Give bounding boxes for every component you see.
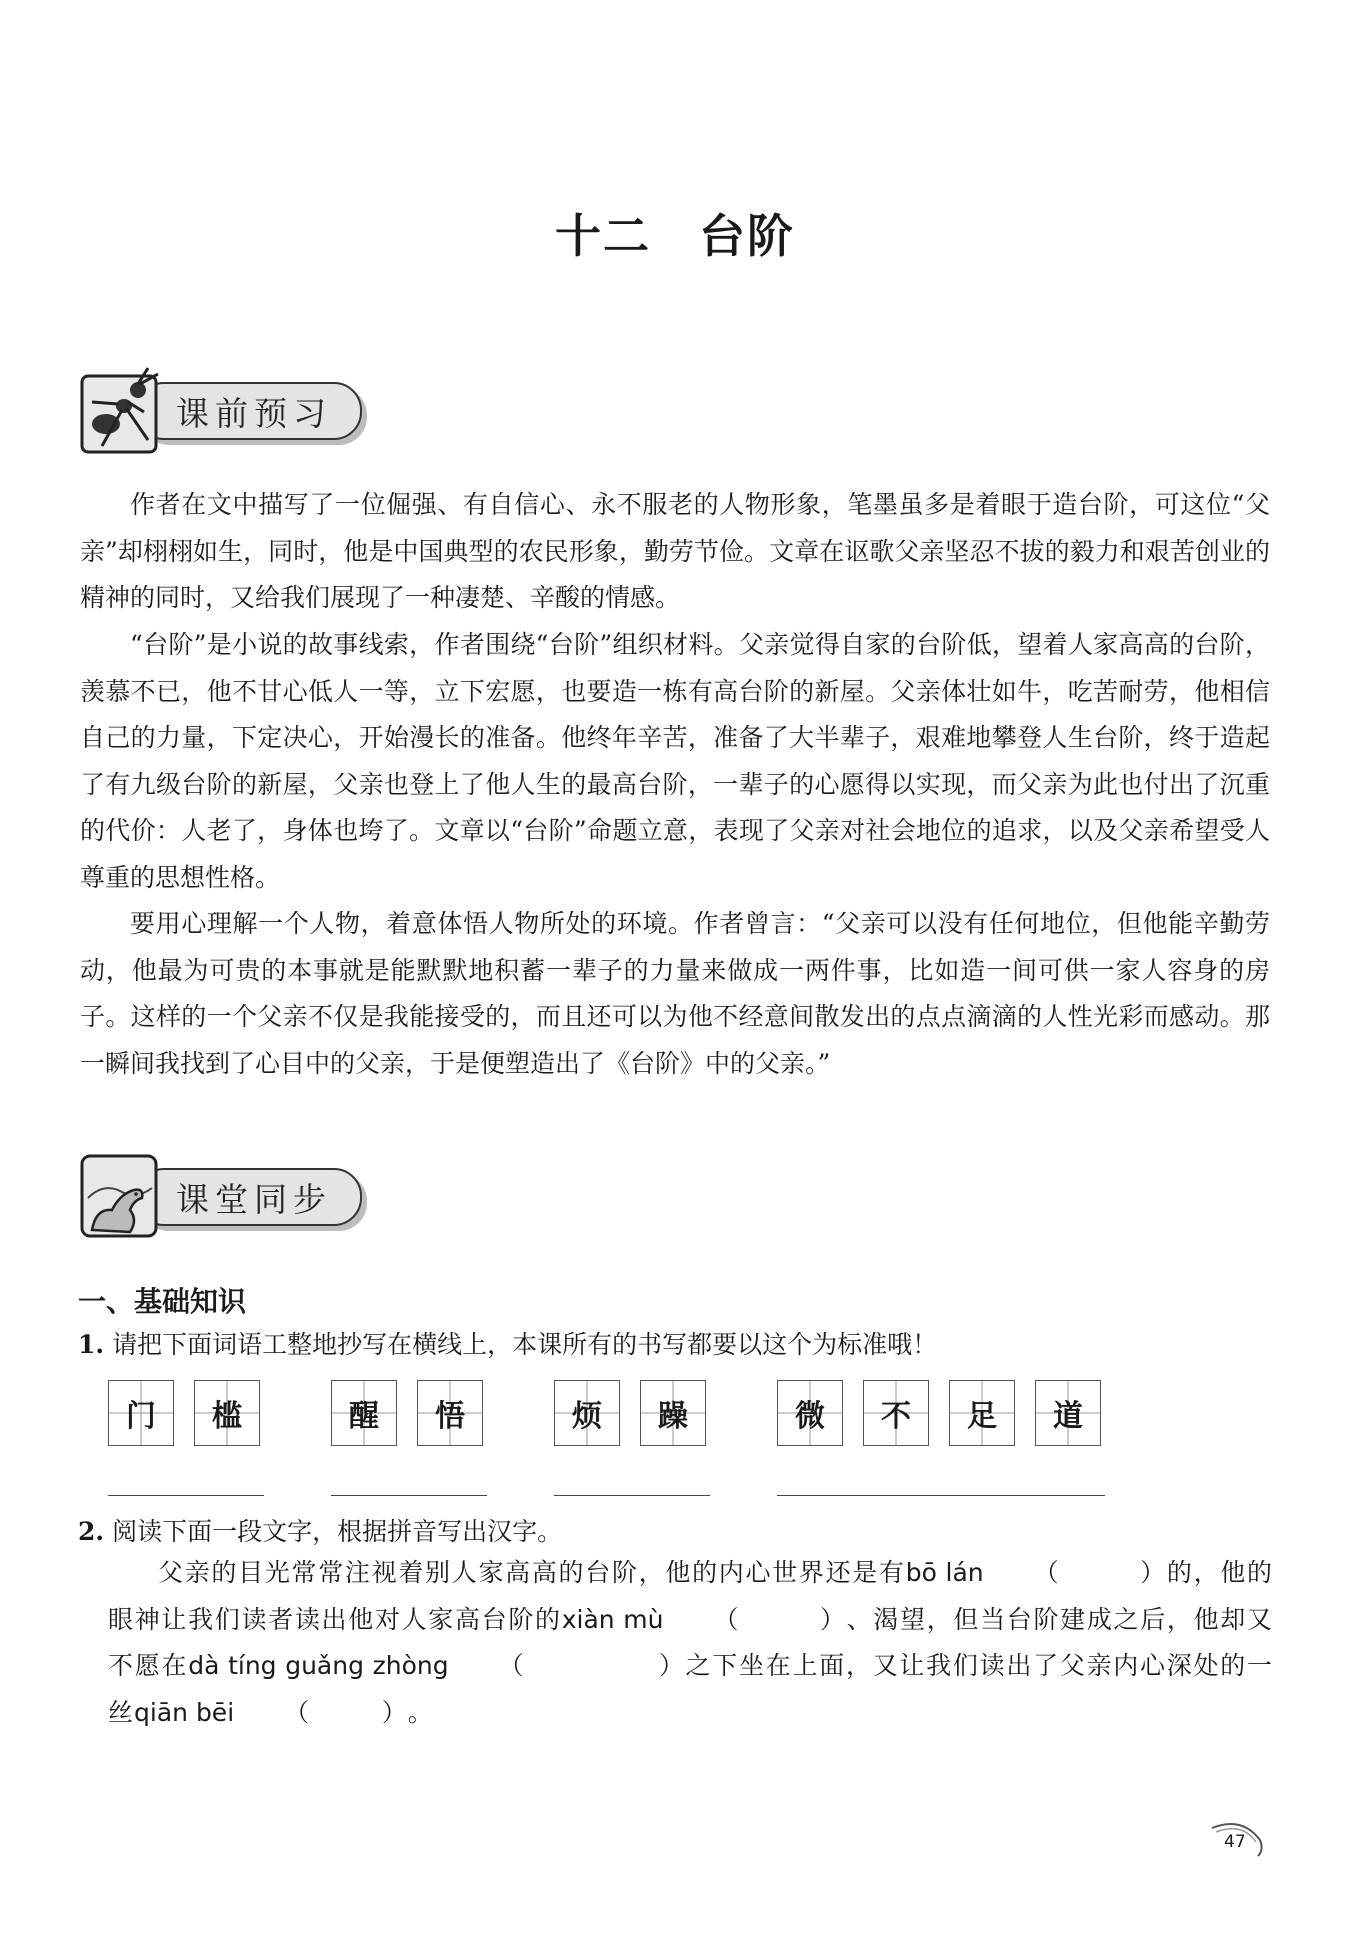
answer-blank-2[interactable]: （ ）: [713, 1604, 846, 1634]
char-cell: 躁: [640, 1380, 706, 1446]
char-cell: 槛: [194, 1380, 260, 1446]
answer-line[interactable]: [777, 1495, 1105, 1496]
char-cell: 悟: [417, 1380, 483, 1446]
section-banner-class: [78, 1148, 378, 1248]
char-cell: 道: [1035, 1380, 1101, 1446]
pinyin-bolan: bō lán: [905, 1558, 984, 1587]
answer-line[interactable]: [331, 1495, 487, 1496]
passage-text: 的，他的眼神让我们读者读出他对人家高台阶的: [108, 1558, 1273, 1634]
lesson-number: 十二: [555, 209, 651, 263]
answer-line[interactable]: [108, 1495, 264, 1496]
question-2-text: 阅读下面一段文字，根据拼音写出汉字。: [112, 1517, 563, 1546]
pinyin-xianmu: xiàn mù: [561, 1604, 664, 1634]
char-cell: 醒: [331, 1380, 397, 1446]
preview-paragraph-1: 作者在文中描写了一位倔强、有自信心、永不服老的人物形象，笔墨虽多是着眼于造台阶，可这位“父亲”却栩栩如生，同时，他是中国典型的农民形象，勤劳节俭。文章在讴歌父亲坚忍不拔的毅力和艰苦创业的精神的同时，又给我们展现了一种凄楚、辛酸的情感。: [80, 490, 1270, 612]
pinyin-qianbei: qiān bēi: [134, 1697, 235, 1727]
banner-label-class: 课堂同步: [176, 1180, 332, 1219]
word-group-4: [777, 1380, 1107, 1500]
question-2: [78, 1512, 562, 1548]
answer-blank-4[interactable]: （ ）: [284, 1697, 408, 1727]
question-1: [78, 1325, 937, 1361]
passage-text: 之下坐在上面，又让我们读出了父亲内心深处的一丝: [108, 1651, 1273, 1727]
banner-label-preview: 课前预习: [176, 394, 332, 433]
page-number: 47: [1224, 1832, 1246, 1852]
word-group-1: [108, 1380, 266, 1500]
question-1-text: 请把下面词语工整地抄写在横线上，本课所有的书写都要以这个为标准哦！: [112, 1330, 938, 1359]
question-1-number: 1.: [78, 1330, 105, 1359]
preview-paragraph-2: “台阶”是小说的故事线索，作者围绕“台阶”组织材料。父亲觉得自家的台阶低，望着人家高高的台阶，羡慕不已，他不甘心低人一等，立下宏愿，也要造一栋有高台阶的新屋。父亲体壮如牛，吃苦耐劳，他相信自己的力量，下定决心，开始漫长的准备。他终年辛苦，准备了大半辈子，艰难地攀登人生台阶，终于造起了有九级台阶的新屋，父亲也登上了他人生的最高台阶，一辈子的心愿得以实现，而父亲为此也付出了沉重的代价：人老了，身体也垮了。文章以“台阶”命题立意，表现了父亲对社会地位的追求，以及父亲希望受人尊重的思想性格。: [80, 630, 1270, 892]
page-title: [0, 200, 1350, 266]
part-one-heading: 一、基础知识: [78, 1285, 247, 1318]
word-group-3: [554, 1380, 712, 1500]
answer-blank-1[interactable]: （ ）: [1033, 1558, 1167, 1587]
page-number-badge: [1206, 1818, 1266, 1858]
passage-text: 父亲的目光常常注视着别人家高高的台阶，他的内心世界还是有: [158, 1558, 906, 1587]
lesson-title: 台阶: [699, 209, 795, 263]
char-cell: 门: [108, 1380, 174, 1446]
section-banner-preview: [78, 362, 378, 462]
word-group-2: [331, 1380, 489, 1500]
copy-grid: [0, 1380, 1350, 1500]
char-cell: 不: [863, 1380, 929, 1446]
pinyin-datingguangzhong: dà tíng guǎng zhòng: [188, 1651, 449, 1680]
answer-line[interactable]: [554, 1495, 710, 1496]
reading-passage: [108, 1550, 1273, 1736]
question-2-number: 2.: [78, 1517, 105, 1546]
passage-text: 、渴望，但当台阶建成之后，他却又不愿在: [108, 1604, 1273, 1680]
char-cell: 微: [777, 1380, 843, 1446]
char-cell: 烦: [554, 1380, 620, 1446]
answer-blank-3[interactable]: （ ）: [498, 1651, 685, 1680]
preview-paragraph-3: 要用心理解一个人物，着意体悟人物所处的环境。作者曾言：“父亲可以没有任何地位，但他能辛勤劳动，他最为可贵的本事就是能默默地积蓄一辈子的力量来做成一两件事，比如造一间可供一家人容身的房子。这样的一个父亲不仅是我能接受的，而且还可以为他不经意间散发出的点点滴滴的人性光彩而感动。那一瞬间我找到了心目中的父亲，于是便塑造出了《台阶》中的父亲。”: [80, 909, 1270, 1078]
passage-text: 。: [407, 1697, 434, 1727]
char-cell: 足: [949, 1380, 1015, 1446]
ant-icon: [78, 362, 162, 458]
dinosaur-icon: [78, 1148, 162, 1244]
